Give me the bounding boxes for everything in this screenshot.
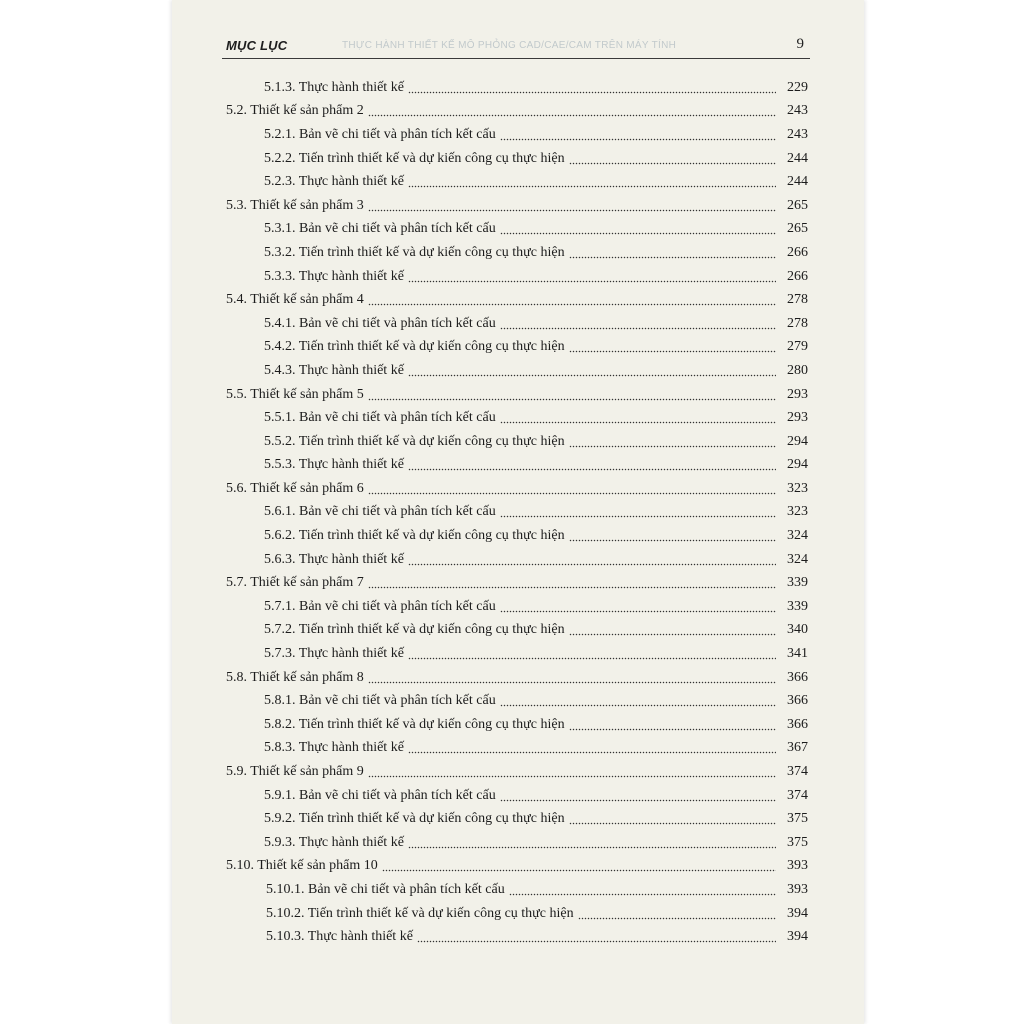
toc-entry-page-number: 394	[787, 929, 808, 945]
toc-dot-leader	[368, 200, 776, 214]
toc-dot-leader	[368, 105, 776, 119]
toc-subsection-entry	[222, 501, 810, 525]
toc-entry-page-number: 394	[787, 905, 808, 921]
toc-entry-page-number: 339	[787, 575, 808, 591]
toc-dot-leader	[500, 412, 776, 426]
toc-dot-leader	[578, 908, 776, 922]
toc-entry-page-number: 293	[787, 410, 808, 426]
toc-dot-leader	[417, 931, 776, 945]
toc-dot-leader	[500, 790, 776, 804]
toc-dot-leader	[368, 294, 776, 308]
toc-subsection-entry	[222, 406, 810, 430]
toc-dot-leader	[569, 436, 776, 450]
toc-entry-label: 5.4.1. Bản vẽ chi tiết và phân tích kết cấu	[264, 315, 496, 331]
toc-subsection-entry	[222, 902, 810, 926]
toc-dot-leader	[500, 223, 776, 237]
toc-dot-leader	[368, 577, 776, 591]
toc-entry-label: 5.4.2. Tiến trình thiết kế và dự kiến công cụ thực hiện	[264, 339, 565, 355]
toc-entry-page-number: 367	[787, 740, 808, 756]
toc-subsection-entry	[222, 689, 810, 713]
toc-subsection-entry	[222, 925, 810, 949]
toc-entry-page-number: 280	[787, 362, 808, 378]
toc-subsection-entry	[222, 359, 810, 383]
toc-section-entry	[222, 100, 810, 124]
toc-entry-page-number: 375	[787, 834, 808, 850]
toc-entry-page-number: 244	[787, 174, 808, 190]
toc-dot-leader	[408, 837, 776, 851]
toc-subsection-entry	[222, 454, 810, 478]
toc-dot-leader	[500, 506, 776, 520]
toc-dot-leader	[368, 766, 776, 780]
toc-subsection-entry	[222, 548, 810, 572]
toc-entry-page-number: 293	[787, 386, 808, 402]
page-number: 9	[796, 36, 804, 52]
toc-entry-page-number: 375	[787, 811, 808, 827]
toc-dot-leader	[569, 247, 776, 261]
toc-subsection-entry	[222, 595, 810, 619]
toc-subsection-entry	[222, 784, 810, 808]
toc-dot-leader	[368, 672, 776, 686]
toc-entry-label: 5.10.2. Tiến trình thiết kế và dự kiến công cụ thực hiện	[266, 905, 574, 921]
toc-entry-label: 5.5.2. Tiến trình thiết kế và dự kiến công cụ thực hiện	[264, 433, 565, 449]
toc-entry-label: 5.9.2. Tiến trình thiết kế và dự kiến công cụ thực hiện	[264, 811, 565, 827]
toc-entry-label: 5.8.2. Tiến trình thiết kế và dự kiến công cụ thực hiện	[264, 716, 565, 732]
toc-entry-page-number: 374	[787, 764, 808, 780]
toc-entry-page-number: 323	[787, 480, 808, 496]
toc-entry-label: 5.2.2. Tiến trình thiết kế và dự kiến công cụ thực hiện	[264, 150, 565, 166]
toc-entry-page-number: 340	[787, 622, 808, 638]
toc-entry-label: 5.9. Thiết kế sản phẩm 9	[226, 764, 364, 780]
toc-subsection-entry	[222, 642, 810, 666]
toc-dot-leader	[500, 695, 776, 709]
toc-section-entry	[222, 855, 810, 879]
toc-dot-leader	[500, 129, 776, 143]
toc-entry-page-number: 366	[787, 716, 808, 732]
toc-entry-label: 5.6.2. Tiến trình thiết kế và dự kiến công cụ thực hiện	[264, 528, 565, 544]
toc-dot-leader	[569, 624, 776, 638]
toc-entry-page-number: 266	[787, 268, 808, 284]
toc-entry-label: 5.7. Thiết kế sản phẩm 7	[226, 575, 364, 591]
toc-dot-leader	[569, 813, 776, 827]
toc-entry-page-number: 278	[787, 315, 808, 331]
toc-entry-page-number: 229	[787, 79, 808, 95]
toc-entry-page-number: 294	[787, 433, 808, 449]
toc-dot-leader	[408, 648, 776, 662]
toc-entry-label: 5.3.2. Tiến trình thiết kế và dự kiến công cụ thực hiện	[264, 244, 565, 260]
toc-entry-page-number: 374	[787, 787, 808, 803]
toc-entry-label: 5.3.1. Bản vẽ chi tiết và phân tích kết cấu	[264, 221, 496, 237]
toc-entry-page-number: 266	[787, 244, 808, 260]
toc-entry-label: 5.3.3. Thực hành thiết kế	[264, 268, 404, 284]
toc-entry-label: 5.5.1. Bản vẽ chi tiết và phân tích kết cấu	[264, 410, 496, 426]
toc-section-entry	[222, 571, 810, 595]
toc-subsection-entry	[222, 737, 810, 761]
toc-dot-leader	[509, 884, 776, 898]
toc-entry-label: 5.9.3. Thực hành thiết kế	[264, 834, 404, 850]
toc-section-entry	[222, 383, 810, 407]
toc-entry-label: 5.1.3. Thực hành thiết kế	[264, 79, 404, 95]
toc-entry-label: 5.5.3. Thực hành thiết kế	[264, 457, 404, 473]
toc-entry-label: 5.4.3. Thực hành thiết kế	[264, 362, 404, 378]
toc-section-entry	[222, 477, 810, 501]
toc-dot-leader	[408, 365, 776, 379]
toc-subsection-entry	[222, 336, 810, 360]
toc-dot-leader	[382, 860, 776, 874]
toc-dot-leader	[569, 719, 776, 733]
toc-subsection-entry	[222, 713, 810, 737]
toc-entry-page-number: 366	[787, 693, 808, 709]
toc-dot-leader	[408, 459, 776, 473]
toc-dot-leader	[500, 318, 776, 332]
toc-entry-page-number: 341	[787, 646, 808, 662]
toc-entry-label: 5.7.3. Thực hành thiết kế	[264, 646, 404, 662]
toc-dot-leader	[569, 341, 776, 355]
toc-entry-page-number: 243	[787, 126, 808, 142]
toc-subsection-entry	[222, 807, 810, 831]
toc-entry-label: 5.6.3. Thực hành thiết kế	[264, 551, 404, 567]
toc-dot-leader	[500, 601, 776, 615]
header-title: MỤC LỤC	[226, 38, 288, 53]
toc-entry-label: 5.7.1. Bản vẽ chi tiết và phân tích kết cấu	[264, 598, 496, 614]
toc-subsection-entry	[222, 619, 810, 643]
toc-subsection-entry	[222, 241, 810, 265]
toc-entry-label: 5.10. Thiết kế sản phẩm 10	[226, 858, 378, 874]
toc-entry-page-number: 393	[787, 858, 808, 874]
toc-entry-page-number: 244	[787, 150, 808, 166]
toc-dot-leader	[408, 742, 776, 756]
toc-entry-label: 5.2. Thiết kế sản phẩm 2	[226, 103, 364, 119]
toc-entry-label: 5.8. Thiết kế sản phẩm 8	[226, 669, 364, 685]
toc-entry-label: 5.6.1. Bản vẽ chi tiết và phân tích kết cấu	[264, 504, 496, 520]
toc-entry-page-number: 339	[787, 598, 808, 614]
toc-entry-page-number: 324	[787, 528, 808, 544]
toc-section-entry	[222, 666, 810, 690]
toc-subsection-entry	[222, 312, 810, 336]
toc-subsection-entry	[222, 147, 810, 171]
toc-section-entry	[222, 194, 810, 218]
toc-entry-page-number: 323	[787, 504, 808, 520]
toc-entry-label: 5.6. Thiết kế sản phẩm 6	[226, 480, 364, 496]
toc-dot-leader	[408, 554, 776, 568]
table-of-contents	[222, 76, 810, 949]
toc-subsection-entry	[222, 123, 810, 147]
toc-entry-page-number: 393	[787, 881, 808, 897]
toc-dot-leader	[368, 483, 776, 497]
toc-subsection-entry	[222, 265, 810, 289]
toc-entry-label: 5.4. Thiết kế sản phẩm 4	[226, 292, 364, 308]
toc-entry-page-number: 265	[787, 221, 808, 237]
toc-dot-leader	[408, 82, 776, 96]
toc-subsection-entry	[222, 831, 810, 855]
toc-entry-page-number: 324	[787, 551, 808, 567]
toc-entry-label: 5.7.2. Tiến trình thiết kế và dự kiến công cụ thực hiện	[264, 622, 565, 638]
toc-subsection-entry	[222, 76, 810, 100]
toc-entry-page-number: 294	[787, 457, 808, 473]
toc-entry-label: 5.2.1. Bản vẽ chi tiết và phân tích kết cấu	[264, 126, 496, 142]
toc-dot-leader	[408, 176, 776, 190]
toc-entry-page-number: 243	[787, 103, 808, 119]
toc-entry-page-number: 279	[787, 339, 808, 355]
toc-entry-page-number: 278	[787, 292, 808, 308]
toc-subsection-entry	[222, 170, 810, 194]
toc-entry-label: 5.2.3. Thực hành thiết kế	[264, 174, 404, 190]
toc-dot-leader	[569, 530, 776, 544]
toc-entry-label: 5.5. Thiết kế sản phẩm 5	[226, 386, 364, 402]
toc-entry-page-number: 366	[787, 669, 808, 685]
toc-section-entry	[222, 760, 810, 784]
toc-subsection-entry	[222, 878, 810, 902]
toc-dot-leader	[368, 389, 776, 403]
toc-entry-page-number: 265	[787, 197, 808, 213]
toc-entry-label: 5.9.1. Bản vẽ chi tiết và phân tích kết cấu	[264, 787, 496, 803]
toc-subsection-entry	[222, 218, 810, 242]
toc-entry-label: 5.8.1. Bản vẽ chi tiết và phân tích kết cấu	[264, 693, 496, 709]
toc-section-entry	[222, 288, 810, 312]
header-show-through-text: THỰC HÀNH THIẾT KẾ MÔ PHỎNG CAD/CAE/CAM TRÊN MÁY TÍNH	[342, 40, 677, 51]
toc-subsection-entry	[222, 430, 810, 454]
toc-dot-leader	[569, 153, 776, 167]
toc-entry-label: 5.3. Thiết kế sản phẩm 3	[226, 197, 364, 213]
toc-entry-label: 5.8.3. Thực hành thiết kế	[264, 740, 404, 756]
toc-subsection-entry	[222, 524, 810, 548]
toc-entry-label: 5.10.3. Thực hành thiết kế	[266, 929, 413, 945]
page-header	[222, 34, 810, 59]
toc-dot-leader	[408, 271, 776, 285]
toc-entry-label: 5.10.1. Bản vẽ chi tiết và phân tích kết cấu	[266, 881, 505, 897]
